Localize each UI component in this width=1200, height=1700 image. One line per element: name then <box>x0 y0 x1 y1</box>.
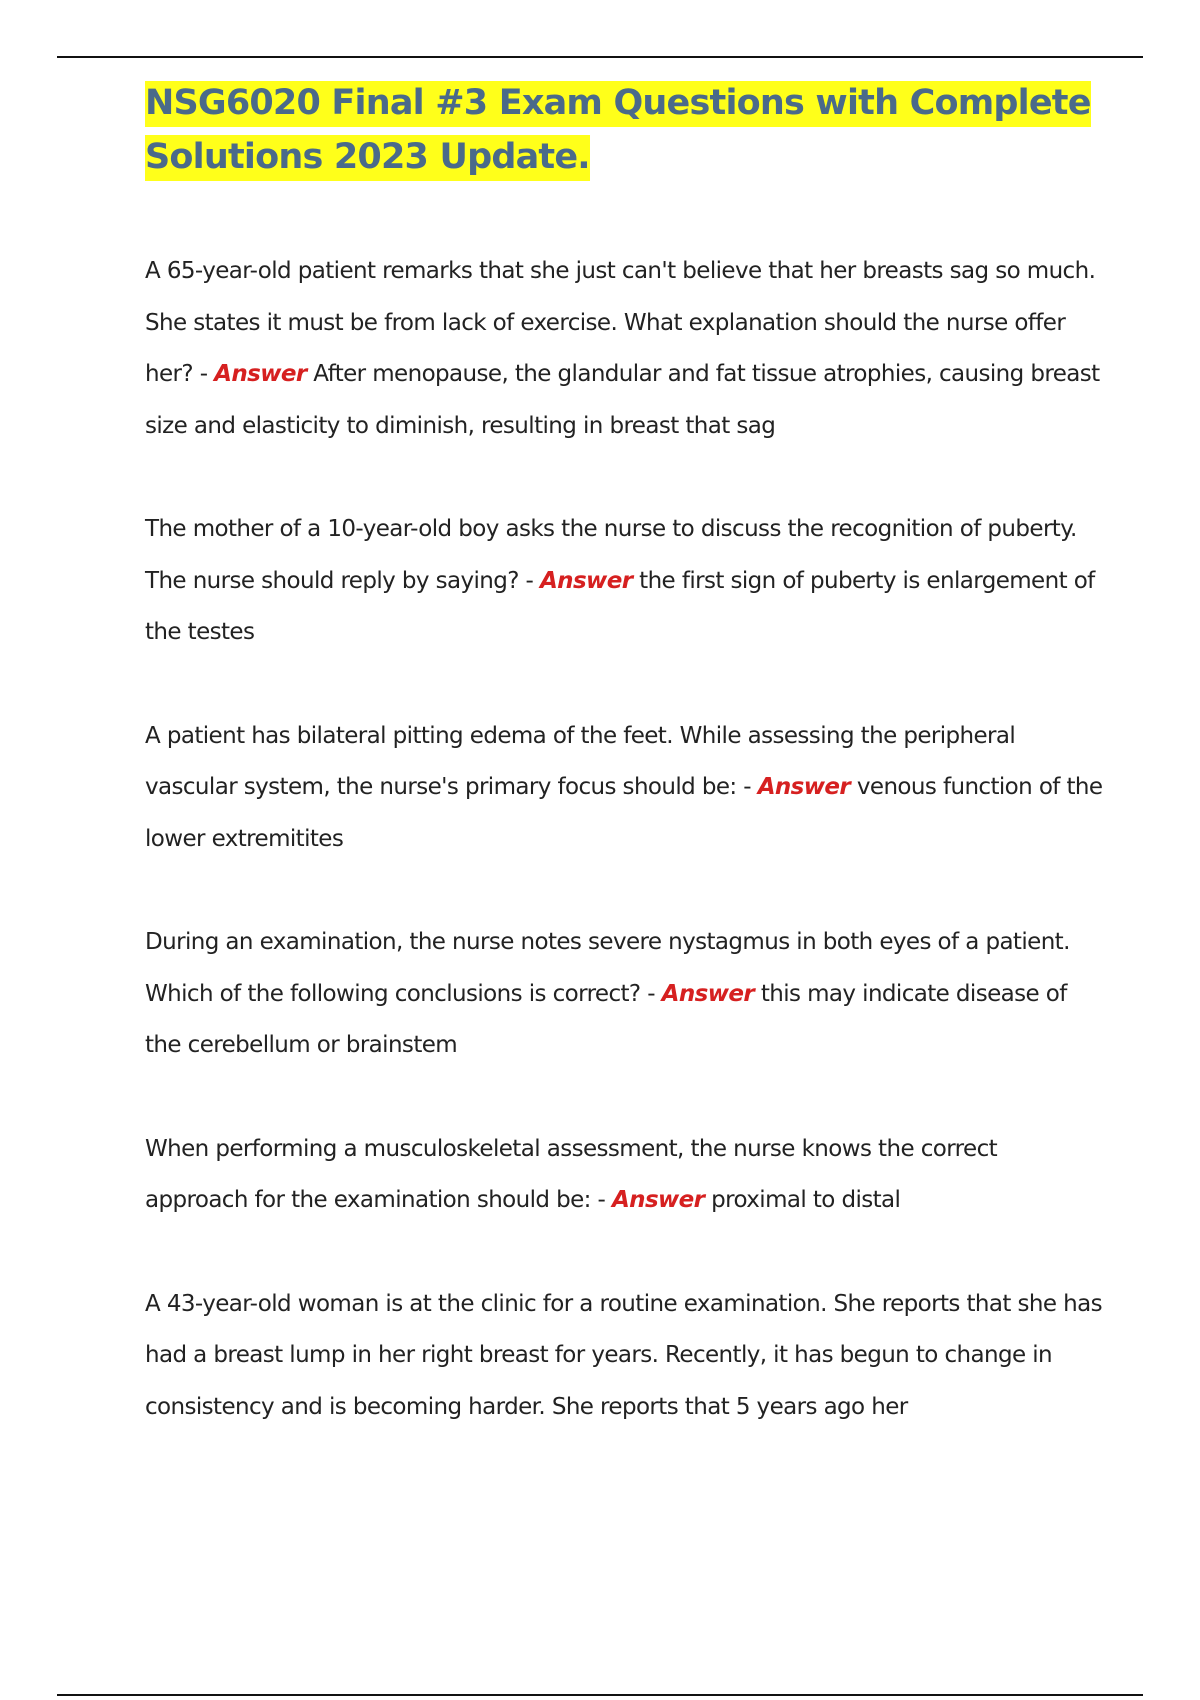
question-text: When performing a musculoskeletal assessment, the nurse knows the correct approach for the examination should be: - <box>145 1135 998 1213</box>
answer-text: venous function of the lower extremitites <box>145 774 1103 852</box>
question-text: The mother of a 10-year-old boy asks the nurse to discuss the recognition of puberty. The nurse should reply by saying? - <box>145 516 1077 594</box>
document-body <box>145 76 1105 1485</box>
question-text: A 43-year-old woman is at the clinic for a routine examination. She reports that she has had a breast lump in her right breast for years. Recently, it has begun to change in consistency and is becoming harder. She reports that 5 years ago her <box>145 1290 1102 1420</box>
question-text: During an examination, the nurse notes severe nystagmus in both eyes of a patient. Which of the following conclusions is correct? - <box>145 929 1070 1007</box>
answer-label: Answer <box>757 774 851 800</box>
document-title <box>145 76 1105 184</box>
title-highlight: NSG6020 Final #3 Exam Questions with Complete Solutions 2023 Update. <box>145 81 1091 181</box>
answer-text: the first sign of puberty is enlargement of the testes <box>145 567 1095 645</box>
bottom-rule <box>57 1694 1143 1696</box>
answer-label: Answer <box>661 980 755 1007</box>
qa-item <box>145 1124 1105 1227</box>
qa-item <box>145 917 1105 1072</box>
answer-label: Answer <box>539 567 633 594</box>
qa-item <box>145 1279 1105 1434</box>
question-text: A 65-year-old patient remarks that she just can't believe that her breasts sag so much. She states it must be from lack of exercise. What explanation should the nurse offer her? - <box>145 258 1096 387</box>
answer-label: Answer <box>611 1187 705 1213</box>
qa-item <box>145 711 1105 866</box>
answer-text: this may indicate disease of the cerebellum or brainstem <box>145 980 1067 1058</box>
answer-text: After menopause, the glandular and fat tissue atrophies, causing breast size and elasticity to diminish, resulting in breast that sag <box>145 361 1100 439</box>
top-rule <box>57 56 1143 58</box>
answer-text: proximal to distal <box>704 1187 901 1213</box>
question-text: A patient has bilateral pitting edema of the feet. While assessing the peripheral vascular system, the nurse's primary focus should be: - <box>145 722 1016 800</box>
answer-label: Answer <box>214 361 307 387</box>
qa-item <box>145 504 1105 659</box>
qa-item <box>145 246 1105 452</box>
